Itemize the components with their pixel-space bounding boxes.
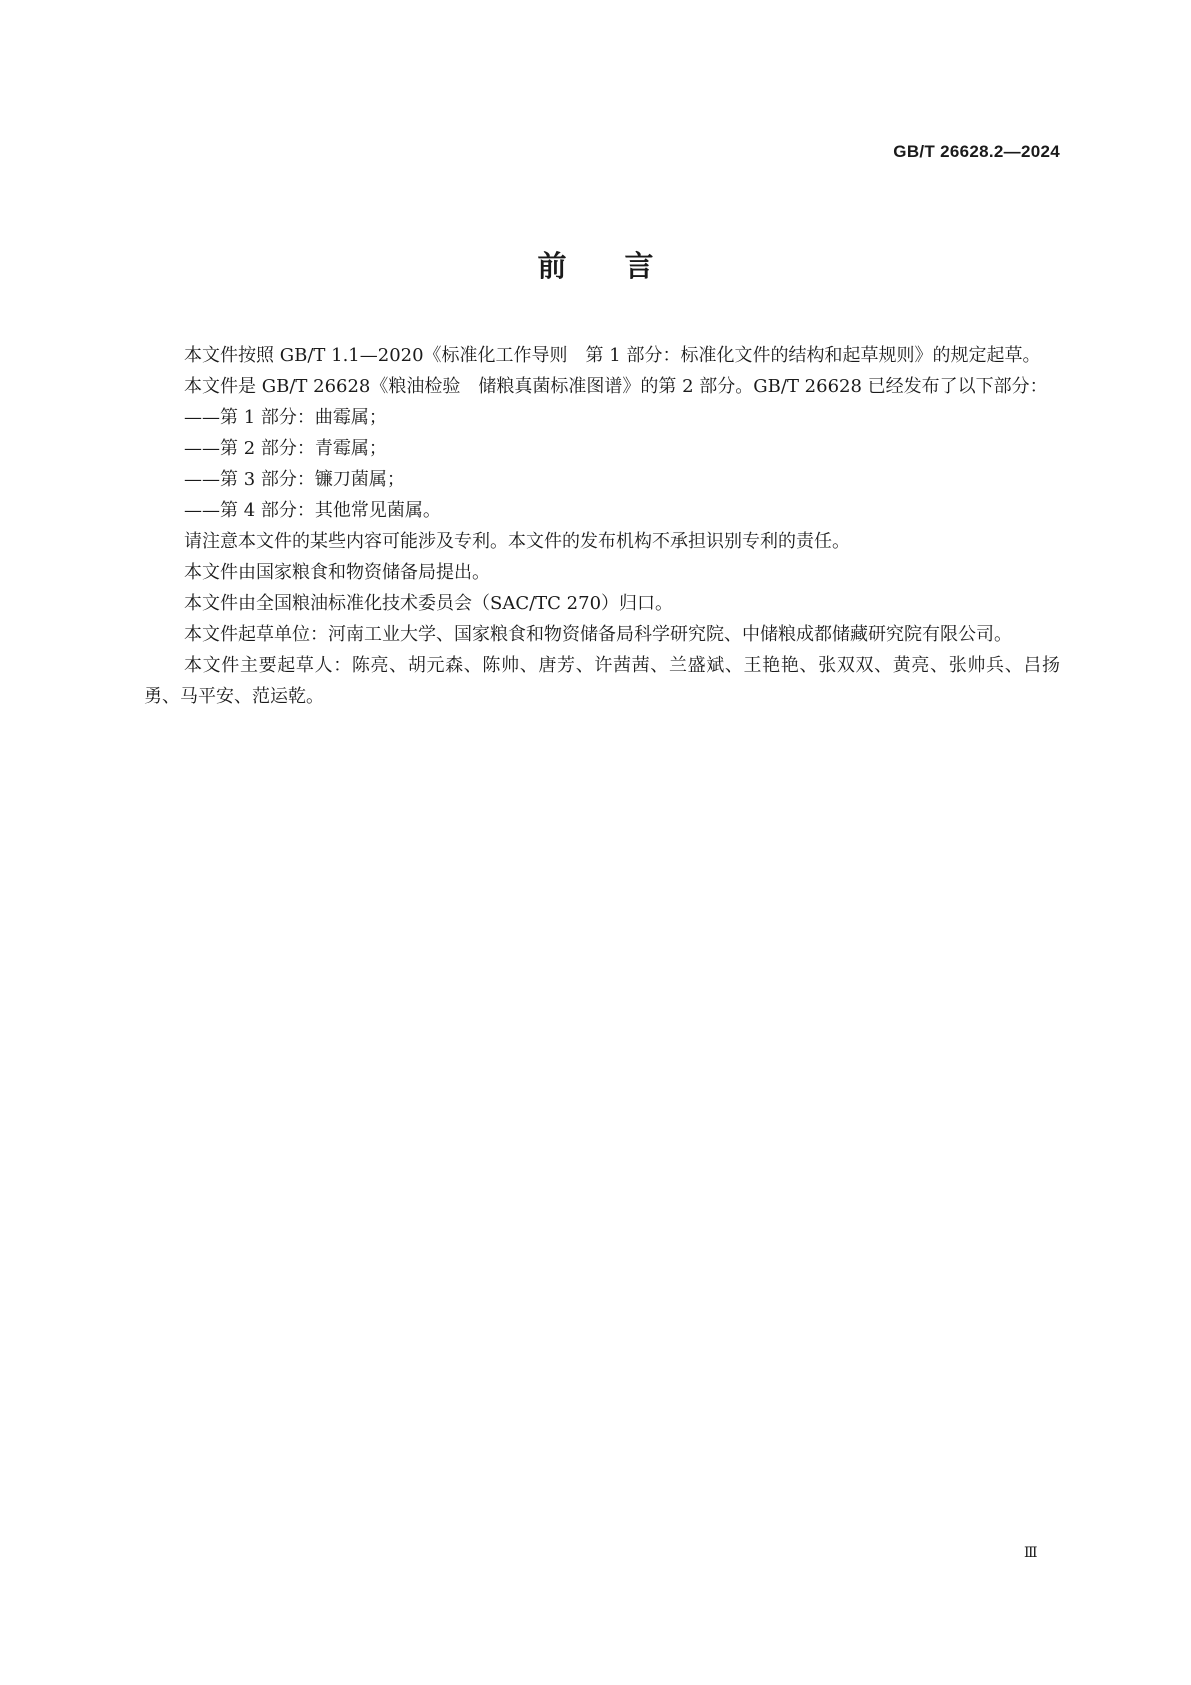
page-title: 前言 [537,249,712,283]
paragraph-technical-committee: 本文件由全国粮油标准化技术委员会（SAC/TC 270）归口。 [184,593,674,614]
paragraph-drafting-units: 本文件起草单位：河南工业大学、国家粮食和物资储备局科学研究院、中储粮成都储藏研究院有限公司。 [184,624,1012,645]
paragraph-drafters: 本文件主要起草人：陈亮、胡元森、陈帅、唐芳、许茜茜、兰盛斌、王艳艳、张双双、黄亮、张帅兵、吕扬勇、马平安、范运乾。 [144,655,1060,707]
document-body [144,340,1060,712]
list-item-part-2: ——第 2 部分：青霉属； [184,438,387,459]
paragraph-patent-notice: 请注意本文件的某些内容可能涉及专利。本文件的发布机构不承担识别专利的责任。 [184,531,850,552]
paragraph-series-intro: 本文件是 GB/T 26628《粮油检验 储粮真菌标准图谱》的第 2 部分。GB/T 26628 已经发布了以下部分： [184,376,1048,397]
paragraph-proposer: 本文件由国家粮食和物资储备局提出。 [184,562,490,583]
paragraph-drafting-rules: 本文件按照 GB/T 1.1—2020《标准化工作导则 第 1 部分：标准化文件的结构和起草规则》的规定起草。 [184,345,1041,366]
page-number: Ⅲ [1024,1545,1038,1561]
standard-number: GB/T 26628.2—2024 [893,142,1060,161]
list-item-part-1: ——第 1 部分：曲霉属； [184,407,387,428]
list-item-part-4: ——第 4 部分：其他常见菌属。 [184,500,441,521]
list-item-part-3: ——第 3 部分：镰刀菌属； [184,469,405,490]
